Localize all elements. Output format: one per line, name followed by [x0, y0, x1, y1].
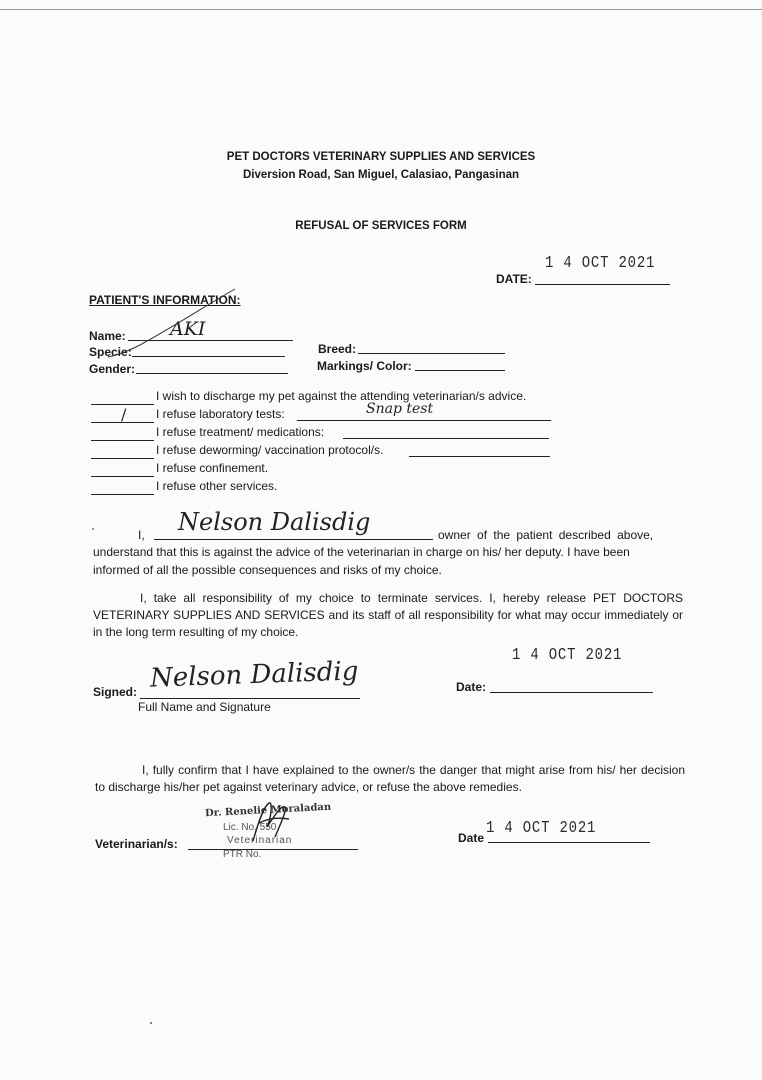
- markings-label: Markings/ Color:: [317, 359, 412, 373]
- confirmation-paragraph: I, fully confirm that I have explained to the owner/s the danger that might arise from his/ her decision to discharge his/her pet against veterinary advice, or refuse the above remedies.: [95, 763, 685, 794]
- veterinarian-stamp: [205, 803, 345, 867]
- patient-name-value: AKI: [170, 318, 206, 340]
- name-label: Name:: [89, 329, 126, 343]
- markings-line: [415, 370, 505, 371]
- statement-i-prefix: I,: [138, 528, 145, 542]
- veterinarian-signature: [245, 797, 295, 847]
- option-detail-value: Snap test: [366, 401, 434, 417]
- option-check-line: [91, 458, 154, 459]
- organization-address: Diversion Road, San Miguel, Calasiao, Pangasinan: [242, 169, 520, 181]
- signed-date-line: [490, 692, 653, 693]
- option-check-line: [91, 494, 154, 495]
- form-title: REFUSAL OF SERVICES FORM: [295, 220, 467, 232]
- option-text: I refuse treatment/ medications:: [156, 425, 325, 439]
- organization-name: PET DOCTORS VETERINARY SUPPLIES AND SERVICES: [226, 151, 536, 163]
- breed-label: Breed:: [318, 342, 357, 356]
- pen-stroke: [100, 285, 240, 365]
- statement-line1: owner of the patient described above,: [438, 528, 654, 542]
- responsibility-paragraph: I, take all responsibility of my choice to terminate services. I, hereby release PET DOCTORS VETERINARY SUPPLIES AND SERVICES and its staff of all responsibility for what may occur immediately or in the long term resulting of my choice.: [93, 591, 683, 639]
- stamp-ptr: PTR No.: [223, 849, 262, 860]
- veterinarian-label: Veterinarian/s:: [95, 837, 178, 851]
- stamp-title: Veterinarian: [227, 835, 293, 846]
- signed-date-stamp: 1 4 OCT 2021: [512, 646, 623, 665]
- option-text: I wish to discharge my pet against the attending veterinarian/s advice.: [156, 389, 527, 403]
- date-label: DATE:: [496, 272, 532, 286]
- option-text: I refuse laboratory tests:: [156, 407, 285, 421]
- veterinarian-date-label: Date: [458, 831, 485, 845]
- option-text: I refuse other services.: [156, 479, 278, 493]
- statement-line2: understand that this is against the advice of the veterinarian in charge on his/ her deputy. I have been: [93, 545, 630, 559]
- statement-line3: informed of all the possible consequences and risks of my choice.: [93, 563, 442, 577]
- date-line: [535, 284, 670, 285]
- signature-caption: Full Name and Signature: [138, 700, 271, 714]
- gender-label: Gender:: [89, 362, 136, 376]
- signed-label: Signed:: [93, 685, 137, 699]
- owner-name-line: [154, 539, 433, 540]
- signature-line: [140, 698, 360, 699]
- option-check-mark: /: [121, 405, 127, 424]
- stamp-name: Dr. Renelie Moraladan: [204, 801, 332, 820]
- owner-name-handwritten: Nelson Dalisdig: [178, 508, 371, 536]
- option-text: I refuse deworming/ vaccination protocol/s.: [156, 443, 384, 457]
- option-check-line: [91, 440, 154, 441]
- scan-speck: [92, 528, 94, 530]
- signed-date-label: Date:: [456, 680, 487, 694]
- option-check-line: [91, 476, 154, 477]
- scan-speck: [150, 1022, 152, 1024]
- specie-label: Specie:: [89, 345, 132, 359]
- patient-section-title: PATIENT'S INFORMATION:: [89, 293, 241, 307]
- breed-line: [358, 353, 505, 354]
- owner-signature: Nelson Dalisdig: [149, 656, 359, 694]
- veterinarian-date-stamp: 1 4 OCT 2021: [486, 819, 597, 838]
- veterinarian-date-line: [488, 842, 650, 843]
- option-text: I refuse confinement.: [156, 461, 269, 475]
- option-detail-line: [409, 456, 550, 457]
- option-detail-line: [343, 438, 549, 439]
- date-stamp: 1 4 OCT 2021: [545, 254, 656, 273]
- scan-edge: [0, 9, 762, 10]
- gender-line: [136, 373, 288, 374]
- option-detail-line: [297, 420, 551, 421]
- stamp-license: Lic. No. 550: [223, 822, 277, 833]
